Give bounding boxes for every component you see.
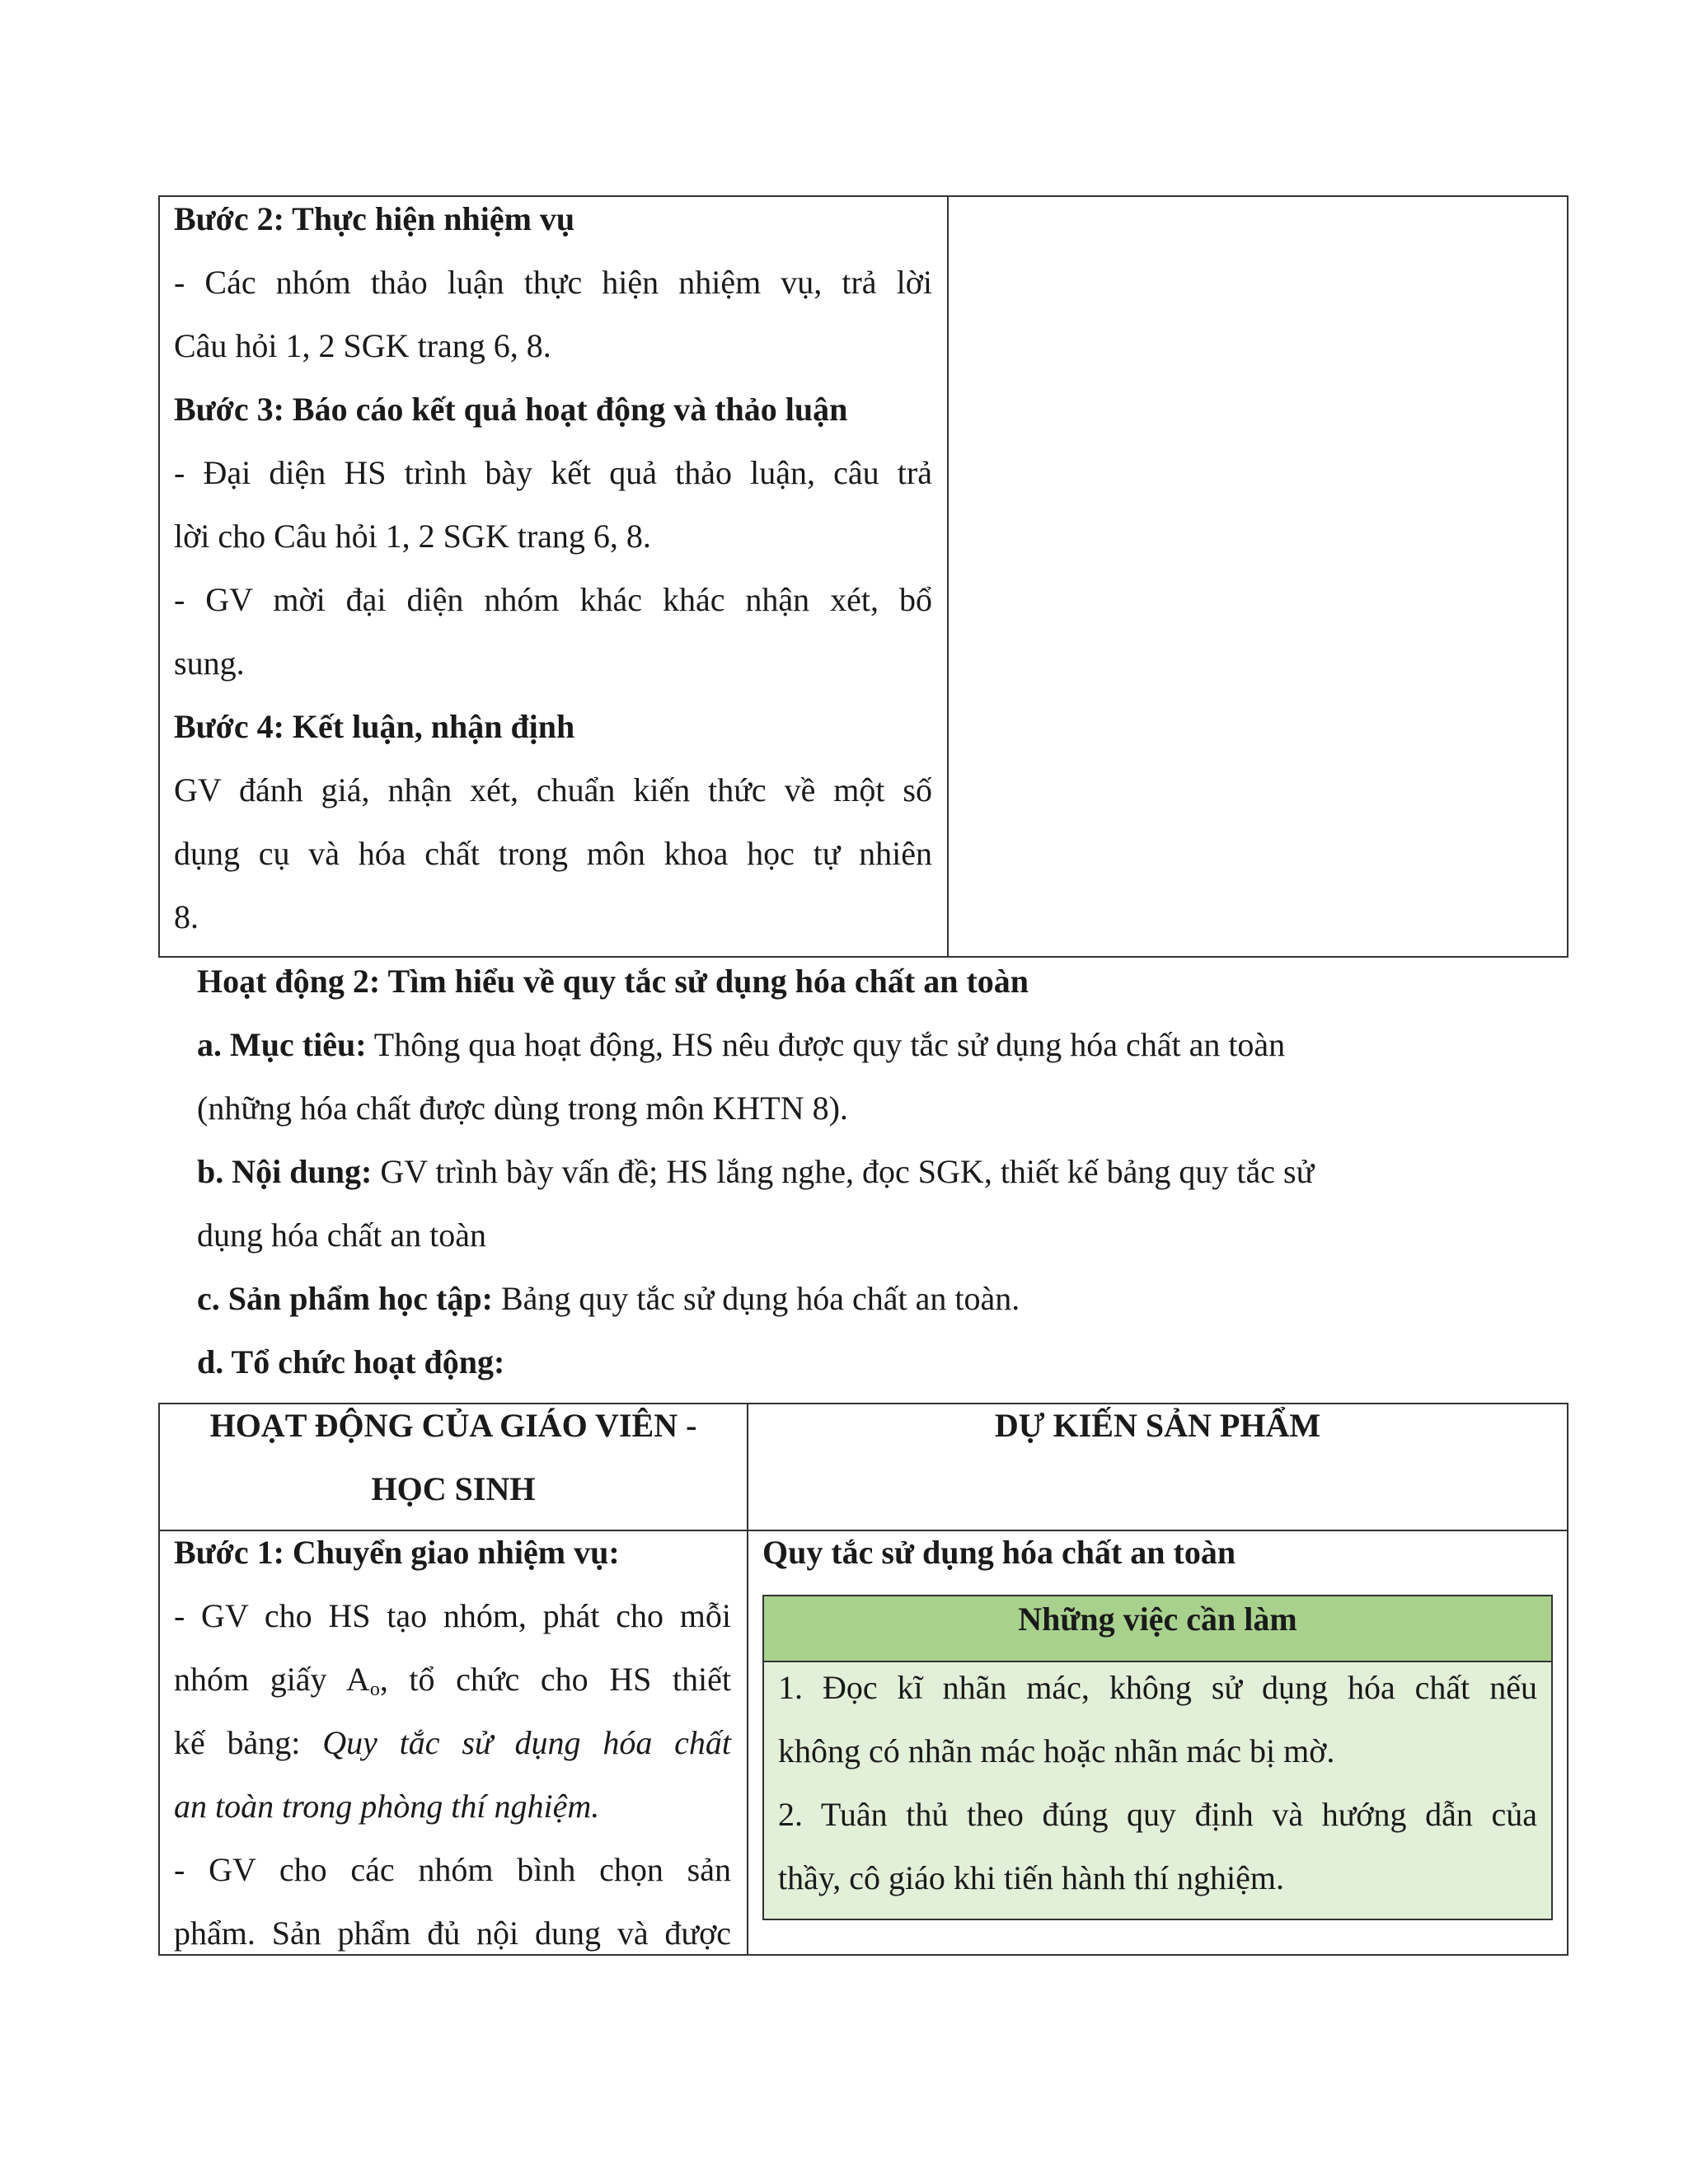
organization-label: d. Tổ chức hoạt động: bbox=[197, 1343, 505, 1380]
content-text: GV trình bày vấn đề; HS lắng nghe, đọc SGK, thiết kế bảng quy tắc sử bbox=[372, 1153, 1315, 1190]
step3-title: Bước 3: Báo cáo kết quả hoạt động và thảo luận bbox=[174, 391, 848, 428]
step1-title: Bước 1: Chuyển giao nhiệm vụ: bbox=[174, 1534, 620, 1571]
step1-line-3-a: kế bảng: bbox=[174, 1724, 323, 1761]
step3-line-1: - Đại diện HS trình bày kết quả thảo luận, câu trả bbox=[174, 454, 932, 491]
header-teacher-student-1: HOẠT ĐỘNG CỦA GIÁO VIÊN - bbox=[209, 1407, 697, 1444]
objective-label: a. Mục tiêu: bbox=[197, 1026, 367, 1063]
product-label: c. Sản phẩm học tập: bbox=[197, 1280, 493, 1317]
table-name-italic-1: Quy tắc sử dụng hóa chất bbox=[322, 1724, 731, 1761]
step2-line-1: - Các nhóm thảo luận thực hiện nhiệm vụ, trả lời bbox=[174, 264, 932, 301]
step2-title: Bước 2: Thực hiện nhiệm vụ bbox=[174, 200, 575, 237]
step1-line-2-a: nhóm giấy A bbox=[174, 1661, 370, 1698]
step4-line-1: GV đánh giá, nhận xét, chuẩn kiến thức về một số bbox=[174, 771, 932, 808]
objective-line-2: (những hóa chất được dùng trong môn KHTN 8). bbox=[197, 1090, 848, 1127]
product-text: Bảng quy tắc sử dụng hóa chất an toàn. bbox=[492, 1280, 1020, 1317]
step4-line-3: 8. bbox=[174, 898, 199, 935]
step1-line-3 bbox=[174, 1723, 731, 1763]
paper-size-subscript: o bbox=[369, 1679, 380, 1700]
rules-box-header-text: Những việc cần làm bbox=[1018, 1601, 1297, 1638]
steps-table-divider bbox=[947, 195, 949, 958]
header-expected-product: DỰ KIẾN SẢN PHẨM bbox=[994, 1407, 1321, 1444]
step3-line-4: sung. bbox=[174, 644, 245, 682]
step1-line-4: an toàn trong phòng thí nghiệm. bbox=[174, 1788, 600, 1825]
step1-line-2 bbox=[174, 1660, 731, 1709]
rule-2-line-1: 2. Tuân thủ theo đúng quy định và hướng dẫn của bbox=[778, 1796, 1537, 1833]
activity-table-header-line bbox=[158, 1530, 1568, 1531]
step4-line-2: dụng cụ và hóa chất trong môn khoa học tự nhiên bbox=[174, 835, 932, 872]
step4-title: Bước 4: Kết luận, nhận định bbox=[174, 708, 575, 745]
header-teacher-student-2: HỌC SINH bbox=[371, 1470, 536, 1507]
step1-line-5: - GV cho các nhóm bình chọn sản bbox=[174, 1851, 731, 1888]
activity-table-divider bbox=[747, 1403, 748, 1956]
step2-line-2: Câu hỏi 1, 2 SGK trang 6, 8. bbox=[174, 327, 551, 364]
activity2-title: Hoạt động 2: Tìm hiểu về quy tắc sử dụng hóa chất an toàn bbox=[197, 963, 1029, 1000]
content-label: b. Nội dung: bbox=[197, 1153, 373, 1190]
step3-line-3: - GV mời đại diện nhóm khác khác nhận xét, bổ bbox=[174, 581, 932, 618]
rule-1-line-1: 1. Đọc kĩ nhãn mác, không sử dụng hóa chất nếu bbox=[778, 1669, 1537, 1706]
rule-2-line-2: thầy, cô giáo khi tiến hành thí nghiệm. bbox=[778, 1859, 1284, 1896]
step1-line-2-b: , tổ chức cho HS thiết bbox=[379, 1661, 731, 1698]
step3-line-2: lời cho Câu hỏi 1, 2 SGK trang 6, 8. bbox=[174, 518, 651, 555]
step1-line-1: - GV cho HS tạo nhóm, phát cho mỗi bbox=[174, 1597, 731, 1634]
step1-line-6: phẩm. Sản phẩm đủ nội dung và được bbox=[174, 1915, 731, 1952]
content-line-1 bbox=[197, 1152, 1314, 1192]
rule-1-line-2: không có nhãn mác hoặc nhãn mác bị mờ. bbox=[778, 1732, 1335, 1769]
product-line bbox=[197, 1279, 1020, 1319]
objective-text: Thông qua hoạt động, HS nêu được quy tắc sử dụng hóa chất an toàn bbox=[366, 1026, 1286, 1063]
content-line-2: dụng hóa chất an toàn bbox=[197, 1216, 486, 1254]
objective-line-1 bbox=[197, 1025, 1285, 1065]
rules-title: Quy tắc sử dụng hóa chất an toàn bbox=[762, 1534, 1236, 1571]
